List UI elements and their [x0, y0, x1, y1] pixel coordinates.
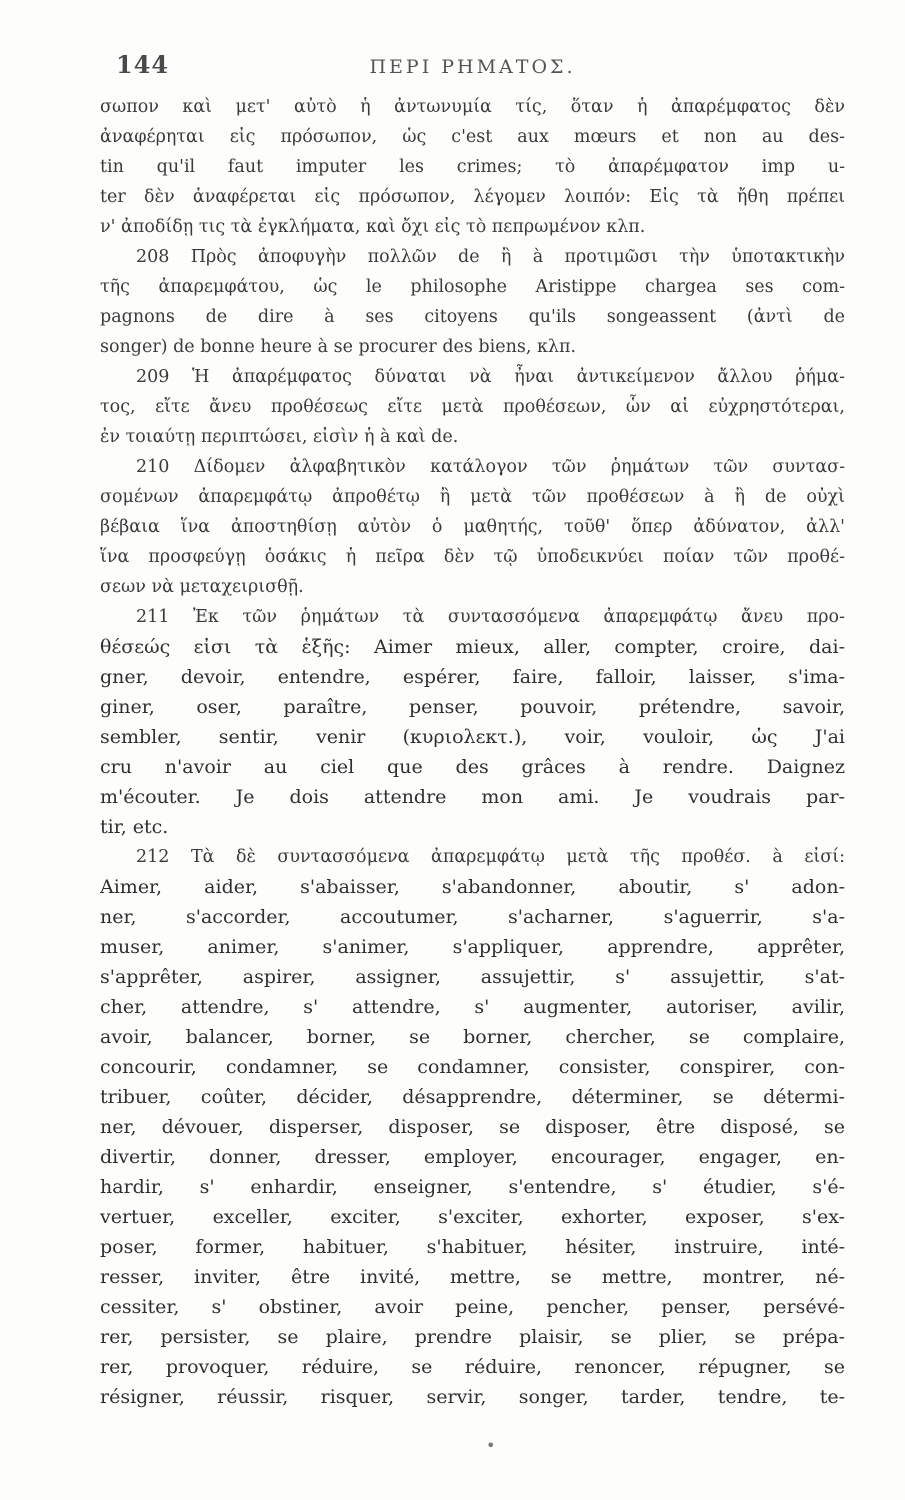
text-line: tir, etc.: [100, 816, 169, 838]
text-line: σομένων ἀπαρεμφάτῳ ἀπροθέτῳ ἢ μετὰ τῶν προθέσεων à ἢ de οὐχὶ: [100, 487, 845, 507]
text-line: θέσεώς εἰσι τὰ ἑξῆς: Aimer mieux, aller, compter, croire, dai-: [100, 636, 845, 658]
running-title: ΠΕΡΙ ΡΗΜΑΤΟΣ.: [369, 56, 576, 78]
text-line: Aimer, aider, s'abaisser, s'abandonner, aboutir, s' adon-: [100, 876, 845, 898]
text-line: m'écouter. Je dois attendre mon ami. Je voudrais par-: [100, 786, 845, 808]
text-line: gner, devoir, entendre, espérer, faire, falloir, laisser, s'ima-: [100, 666, 845, 688]
text-line: ἵνα προσφεύγῃ ὁσάκις ἡ πεῖρα δὲν τῷ ὑποδεικνύει ποίαν τῶν προθέ-: [100, 547, 845, 567]
text-line: poser, former, habituer, s'habituer, hésiter, instruire, inté-: [100, 1236, 845, 1258]
paragraph-208-start: 208 Πρὸς ἀποφυγὴν πολλῶν de ἢ à προτιμῶσι τὴν ὑποτακτικὴν: [136, 247, 845, 267]
text-line: vertuer, exceller, exciter, s'exciter, exhorter, exposer, s'ex-: [100, 1206, 845, 1228]
text-line: résigner, réussir, risquer, servir, songer, tarder, tendre, te-: [100, 1386, 845, 1408]
page-header: [100, 44, 845, 84]
text-line: cru n'avoir au ciel que des grâces à rendre. Daignez: [100, 756, 845, 778]
text-line: ner, s'accorder, accoutumer, s'acharner, s'aguerrir, s'a-: [100, 906, 845, 928]
text-line: concourir, condamner, se condamner, consister, conspirer, con-: [100, 1056, 845, 1078]
text-line: ἐν τοιαύτῃ περιπτώσει, εἰσὶν ἡ à καὶ de.: [100, 427, 459, 447]
text-line: cessiter, s' obstiner, avoir peine, pencher, penser, persévé-: [100, 1296, 845, 1318]
text-line: ter δὲν ἀναφέρεται εἰς πρόσωπον, λέγομεν λοιπόν: Εἰς τὰ ἤθη πρέπει: [100, 187, 845, 207]
text-line: avoir, balancer, borner, se borner, chercher, se complaire,: [100, 1026, 845, 1048]
text-line: cher, attendre, s' attendre, s' augmenter, autoriser, avilir,: [100, 996, 845, 1018]
paragraph-210-start: 210 Δίδομεν ἀλφαβητικὸν κατάλογον τῶν ῥημάτων τῶν συντασ-: [136, 457, 845, 477]
text-line: βέβαια ἵνα ἀποστηθίσῃ αὐτὸν ὁ μαθητής, τοῦθ' ὅπερ ἀδύνατον, ἀλλ': [100, 517, 845, 537]
text-line: muser, animer, s'animer, s'appliquer, apprendre, apprêter,: [100, 936, 845, 958]
text-line: pagnons de dire à ses citoyens qu'ils songeassent (ἀντὶ de: [100, 307, 845, 327]
text-line: hardir, s' enhardir, enseigner, s'entendre, s' étudier, s'é-: [100, 1176, 845, 1198]
text-line: σωπον καὶ μετ' αὐτὸ ἡ ἀντωνυμία τίς, ὅταν ἡ ἀπαρέμφατος δὲν: [100, 97, 845, 117]
text-line: σεων νὰ μεταχειρισθῇ.: [100, 577, 304, 597]
text-line: τος, εἴτε ἄνευ προθέσεως εἴτε μετὰ προθέσεων, ὧν αἱ εὐχρηστότεραι,: [100, 397, 845, 417]
text-line: giner, oser, paraître, penser, pouvoir, prétendre, savoir,: [100, 696, 845, 718]
text-line: divertir, donner, dresser, employer, encourager, engager, en-: [100, 1146, 845, 1168]
printer-mark: •: [486, 1436, 496, 1455]
text-line: τῆς ἀπαρεμφάτου, ὡς le philosophe Aristippe chargea ses com-: [100, 277, 845, 297]
text-line: tribuer, coûter, décider, désapprendre, déterminer, se détermi-: [100, 1086, 845, 1108]
text-line: ἀναφέρηται εἰς πρόσωπον, ὡς c'est aux mœurs et non au des-: [100, 127, 845, 147]
text-line: tin qu'il faut imputer les crimes; τὸ ἀπαρέμφατον imp u-: [100, 157, 845, 177]
text-line: songer) de bonne heure à se procurer des biens, κλπ.: [100, 337, 577, 357]
page-number: 144: [116, 50, 170, 79]
text-line: s'apprêter, aspirer, assigner, assujettir, s' assujettir, s'at-: [100, 966, 845, 988]
text-line: rer, persister, se plaire, prendre plaisir, se plier, se prépa-: [100, 1326, 845, 1348]
paragraph-209-start: 209 Ἡ ἀπαρέμφατος δύναται νὰ ἦναι ἀντικείμενον ἄλλου ῥήμα-: [136, 367, 845, 387]
text-line: rer, provoquer, réduire, se réduire, renoncer, répugner, se: [100, 1356, 845, 1378]
paragraph-211-start: 211 Ἐκ τῶν ῥημάτων τὰ συντασσόμενα ἀπαρεμφάτῳ ἄνευ προ-: [136, 607, 845, 627]
text-line: resser, inviter, être invité, mettre, se mettre, montrer, né-: [100, 1266, 845, 1288]
text-line: ner, dévouer, disperser, disposer, se disposer, être disposé, se: [100, 1116, 845, 1138]
text-line: sembler, sentir, venir (κυριολεκτ.), voir, vouloir, ὡς J'ai: [100, 726, 845, 748]
paragraph-212-start: 212 Τὰ δὲ συντασσόμενα ἀπαρεμφάτῳ μετὰ τῆς προθέσ. à εἰσί:: [136, 847, 845, 867]
body-text: [100, 92, 845, 1412]
text-line: ν' ἀποδίδῃ τις τὰ ἐγκλήματα, καὶ ὄχι εἰς τὸ πεπρωμένον κλπ.: [100, 217, 646, 237]
